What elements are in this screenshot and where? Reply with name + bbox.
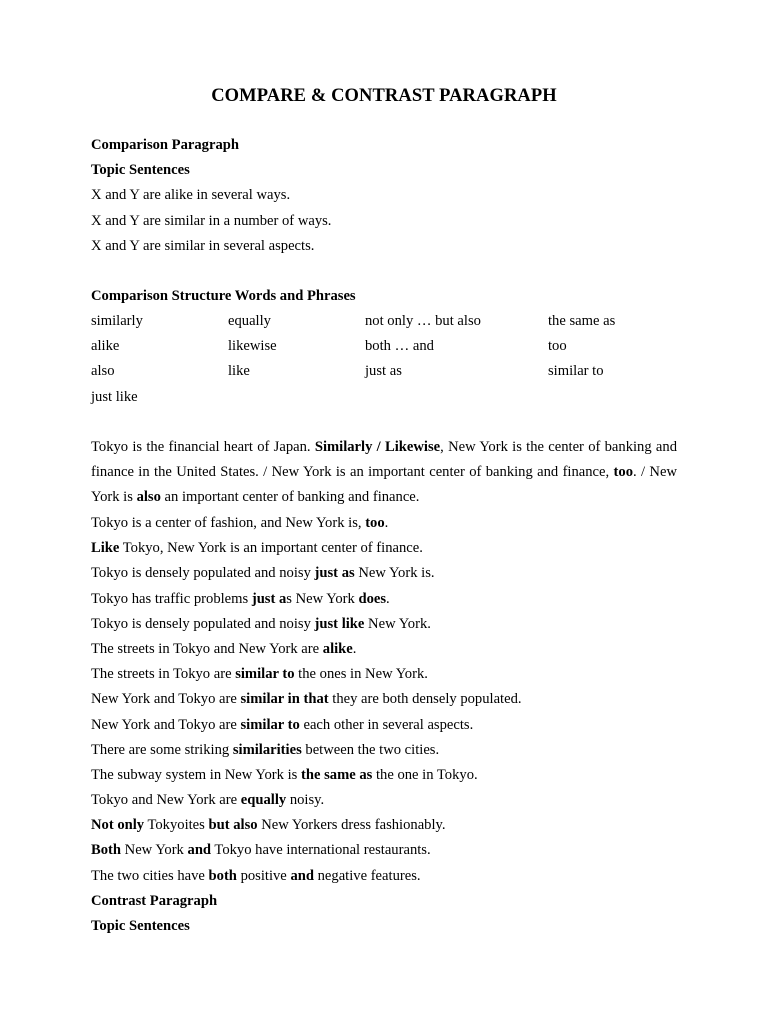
example-sentences	[91, 511, 677, 889]
contrast-heading: Contrast Paragraph	[91, 893, 218, 909]
text-run: positive	[236, 867, 291, 884]
structure-word: like	[228, 363, 250, 380]
bold-phrase: just like	[314, 615, 365, 632]
text-run: noisy.	[286, 792, 325, 809]
structure-word: just like	[91, 388, 138, 405]
bold-phrase: Both	[91, 842, 122, 859]
text-run: New York	[121, 842, 188, 859]
bold-phrase: and	[290, 867, 314, 884]
example-sentence	[91, 838, 677, 863]
text-run: negative features.	[313, 867, 421, 884]
text-run: Tokyo have international restaurants.	[211, 842, 431, 859]
structure-words-heading: Comparison Structure Words and Phrases	[91, 288, 356, 304]
text-run: Tokyo is densely populated and noisy	[91, 565, 315, 582]
example-sentence	[91, 612, 677, 637]
text-run: New York is.	[354, 565, 435, 582]
structure-word: the same as	[548, 313, 616, 329]
contrast-topic-heading: Topic Sentences	[91, 918, 190, 935]
bold-phrase: alike	[322, 640, 353, 657]
structure-words-table	[91, 309, 677, 410]
bold-phrase: both	[208, 867, 237, 884]
text-run: the one in Tokyo.	[372, 766, 478, 783]
text-run: New York and Tokyo are	[91, 691, 241, 708]
bold-phrase: similarities	[232, 741, 302, 758]
structure-word: similarly	[91, 313, 143, 329]
text-run: New Yorkers dress fashionably.	[257, 817, 446, 834]
example-sentence	[91, 511, 677, 536]
example-sentence	[91, 788, 677, 813]
example-sentence	[91, 536, 677, 561]
text-run: s New York	[286, 590, 359, 607]
bold-phrase: Like	[91, 540, 120, 557]
example-sentence	[91, 864, 677, 889]
topic-sentence: X and Y are similar in a number of ways.	[91, 212, 332, 229]
text-run: New York.	[364, 615, 431, 632]
text-run: Tokyoites	[144, 817, 209, 834]
structure-word: not only … but also	[365, 313, 481, 329]
text-run: There are some striking	[91, 741, 233, 758]
text-run: The subway system in New York is	[91, 766, 301, 783]
bold-phrase: the same as	[300, 766, 373, 783]
structure-word: both … and	[365, 338, 434, 355]
example-sentence	[91, 687, 677, 712]
bold-phrase: similar to	[235, 666, 295, 683]
topic-sentences-heading: Topic Sentences	[91, 162, 190, 179]
text-run: Tokyo is a center of fashion, and New York is,	[91, 515, 366, 531]
text-run: New York and Tokyo are	[91, 716, 241, 733]
text-run: between the two cities.	[301, 741, 440, 758]
structure-word: equally	[228, 313, 271, 329]
words-row	[91, 309, 677, 334]
example-sentence	[91, 561, 677, 586]
text-run: The streets in Tokyo are	[91, 666, 236, 683]
bold-phrase: similar to	[240, 716, 300, 733]
bold-phrase: too	[613, 464, 633, 481]
text-run: Tokyo is densely populated and noisy	[91, 615, 315, 632]
example-sentence	[91, 662, 677, 687]
example-sentence	[91, 637, 677, 662]
comparison-intro	[91, 133, 677, 259]
text-run: Tokyo has traffic problems	[91, 590, 252, 607]
words-row	[91, 359, 677, 384]
page-title: COMPARE & CONTRAST PARAGRAPH	[211, 86, 557, 106]
structure-word: alike	[91, 338, 120, 355]
bold-phrase: too	[365, 515, 385, 531]
text-run: .	[384, 515, 389, 531]
bold-phrase: just as	[314, 565, 355, 582]
structure-word: just as	[365, 363, 402, 380]
example-paragraph	[91, 435, 677, 511]
bold-phrase: Not only	[91, 817, 145, 834]
bold-phrase: just a	[251, 590, 287, 607]
text-run: an important center of banking and finance.	[160, 489, 420, 506]
contrast-intro	[91, 889, 677, 939]
text-run: .	[352, 640, 357, 657]
bold-phrase: does	[358, 590, 387, 607]
text-run: they are both densely populated.	[328, 691, 522, 708]
text-run: . / New York is	[91, 464, 677, 506]
example-sentence	[91, 713, 677, 738]
example-sentence	[91, 763, 677, 788]
text-run: Tokyo is the financial heart of Japan.	[91, 439, 315, 455]
text-run: .	[386, 590, 390, 607]
text-run: Tokyo, New York is an important center of finance.	[119, 540, 423, 557]
example-sentence	[91, 813, 677, 838]
bold-phrase: but also	[208, 817, 258, 834]
structure-word: similar to	[548, 363, 604, 380]
words-row	[91, 385, 677, 410]
example-sentence	[91, 587, 677, 612]
bold-phrase: and	[187, 842, 212, 859]
text-run: , New York is the center of banking and finance in the United States. / New York is an important center of banking and finance,	[91, 439, 677, 481]
bold-phrase: similar in that	[240, 691, 329, 708]
topic-sentence: X and Y are similar in several aspects.	[91, 237, 315, 254]
example-sentence	[91, 738, 677, 763]
bold-phrase: also	[136, 489, 161, 506]
text-run: the ones in New York.	[294, 666, 428, 683]
structure-word: likewise	[228, 338, 277, 355]
bold-phrase: equally	[240, 792, 287, 809]
comparison-heading: Comparison Paragraph	[91, 137, 239, 153]
structure-word: also	[91, 363, 115, 380]
structure-heading-block	[91, 284, 677, 309]
text-run: each other in several aspects.	[299, 716, 474, 733]
structure-word: too	[548, 338, 567, 355]
text-run: The streets in Tokyo and New York are	[91, 640, 323, 657]
bold-phrase: Similarly / Likewise	[314, 439, 441, 455]
text-run: The two cities have	[91, 867, 209, 884]
words-row	[91, 334, 677, 359]
text-run: Tokyo and New York are	[91, 792, 241, 809]
topic-sentence: X and Y are alike in several ways.	[91, 187, 291, 204]
